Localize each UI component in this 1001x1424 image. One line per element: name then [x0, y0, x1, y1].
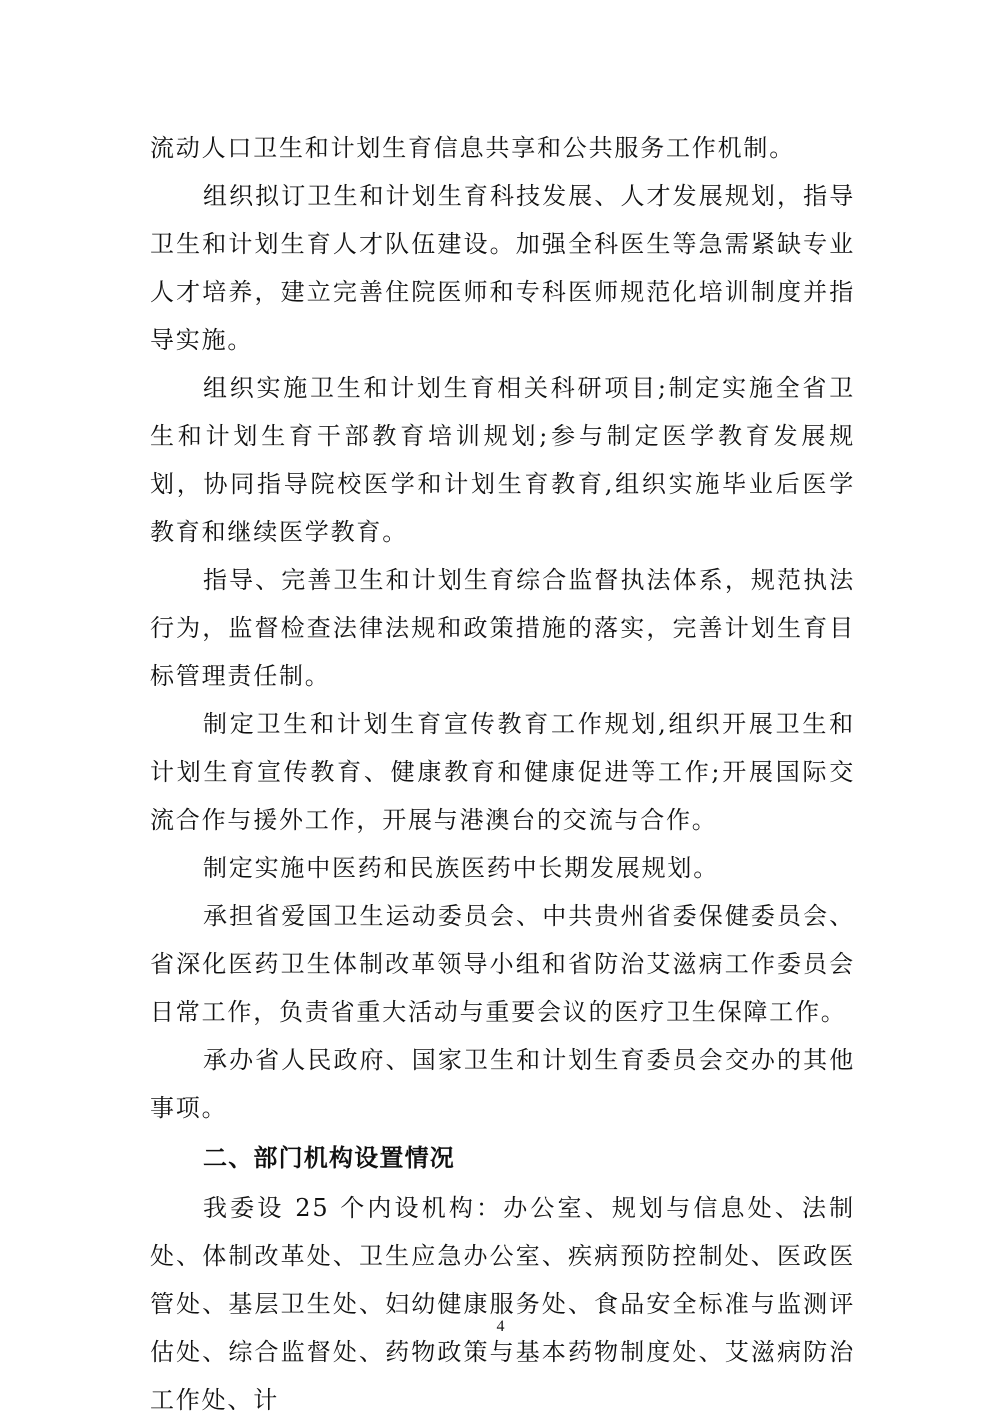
- paragraph-1: 流动人口卫生和计划生育信息共享和公共服务工作机制。: [150, 134, 795, 162]
- paragraph-8: 承办省人民政府、国家卫生和计划生育委员会交办的其他事项。: [150, 1046, 855, 1122]
- paragraph-3: 组织实施卫生和计划生育相关科研项目;制定实施全省卫生和计划生育干部教育培训规划;参与制定医学教育发展规划，协同指导院校医学和计划生育教育,组织实施毕业后医学教育和继续医学教育。: [150, 374, 855, 546]
- paragraph-4: 指导、完善卫生和计划生育综合监督执法体系，规范执法行为，监督检查法律法规和政策措施的落实，完善计划生育目标管理责任制。: [150, 566, 855, 690]
- paragraph-6: 制定实施中医药和民族医药中长期发展规划。: [203, 854, 719, 882]
- section-paragraph: 我委设 25 个内设机构：办公室、规划与信息处、法制处、体制改革处、卫生应急办公室、疾病预防控制处、医政医管处、基层卫生处、妇幼健康服务处、食品安全标准与监测评估处、综合监督处、药物政策与基本药物制度处、艾滋病防治工作处、计: [150, 1194, 855, 1414]
- section-heading: 二、部门机构设置情况: [203, 1144, 455, 1172]
- paragraph-7: 承担省爱国卫生运动委员会、中共贵州省委保健委员会、省深化医药卫生体制改革领导小组和省防治艾滋病工作委员会日常工作，负责省重大活动与重要会议的医疗卫生保障工作。: [150, 902, 855, 1026]
- page-number: 4: [496, 1318, 505, 1335]
- paragraph-5: 制定卫生和计划生育宣传教育工作规划,组织开展卫生和计划生育宣传教育、健康教育和健康促进等工作;开展国际交流合作与援外工作，开展与港澳台的交流与合作。: [150, 710, 855, 834]
- paragraph-2: 组织拟订卫生和计划生育科技发展、人才发展规划，指导卫生和计划生育人才队伍建设。加强全科医生等急需紧缺专业人才培养，建立完善住院医师和专科医师规范化培训制度并指导实施。: [150, 182, 855, 354]
- page-body: [150, 124, 855, 1424]
